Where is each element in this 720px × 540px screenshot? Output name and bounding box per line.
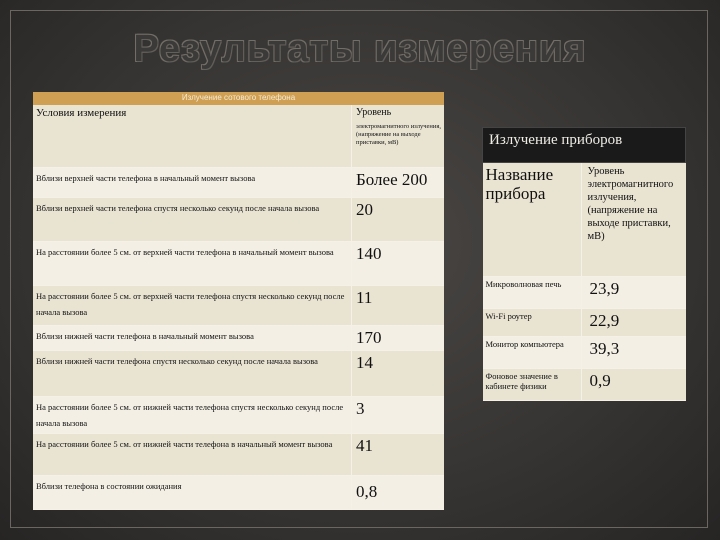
table-row <box>33 167 444 197</box>
device-level-column-header: Уровень электромагнитного излучения, (напряжение на выходе приставки, мВ) <box>581 163 686 277</box>
condition-cell: Вблизи верхней части телефона спустя несколько секунд после начала вызова <box>33 197 352 241</box>
device-table-caption: Излучение приборов <box>483 128 686 163</box>
device-cell: Wi-Fi роутер <box>483 309 582 337</box>
table-row <box>33 325 444 350</box>
device-cell: Монитор компьютера <box>483 337 582 369</box>
device-radiation-table <box>482 127 686 401</box>
phone-radiation-table <box>33 92 444 510</box>
condition-cell: На расстоянии более 5 см. от верхней части телефона спустя несколько секунд после начала вызова <box>33 285 352 325</box>
condition-cell: На расстоянии более 5 см. от нижней части телефона спустя несколько секунд после начала вызова <box>33 396 352 433</box>
level-header-sub: электромагнитного излучения, (напряжение на выходе приставки, мВ) <box>356 123 441 146</box>
table-row <box>33 241 444 285</box>
value-cell: 14 <box>352 350 445 396</box>
value-cell: 22,9 <box>581 309 686 337</box>
condition-cell: Вблизи нижней части телефона в начальный момент вызова <box>33 325 352 350</box>
condition-cell: Вблизи верхней части телефона в начальный момент вызова <box>33 167 352 197</box>
slide-title: Результаты измерения <box>133 28 587 70</box>
condition-cell: Вблизи нижней части телефона спустя несколько секунд после начала вызова <box>33 350 352 396</box>
value-cell: 39,3 <box>581 337 686 369</box>
table-row <box>483 309 686 337</box>
table-row <box>33 197 444 241</box>
value-cell: 20 <box>352 197 445 241</box>
device-cell: Фоновое значение в кабинете физики <box>483 369 582 401</box>
value-cell: 3 <box>352 396 445 433</box>
value-cell: 0,8 <box>352 475 445 509</box>
conditions-column-header: Условия измерения <box>33 105 352 167</box>
table-row <box>33 396 444 433</box>
table-row <box>33 475 444 509</box>
value-cell: 41 <box>352 433 445 475</box>
device-cell: Микроволновая печь <box>483 277 582 309</box>
value-cell: 0,9 <box>581 369 686 401</box>
value-cell: 23,9 <box>581 277 686 309</box>
level-header-main: Уровень <box>356 107 392 118</box>
table-row <box>33 350 444 396</box>
table-row <box>483 277 686 309</box>
condition-cell: Вблизи телефона в состоянии ожидания <box>33 475 352 509</box>
condition-cell: На расстоянии более 5 см. от нижней части телефона в начальный момент вызова <box>33 433 352 475</box>
table-row <box>33 285 444 325</box>
table-row <box>483 369 686 401</box>
table-row <box>483 337 686 369</box>
phone-table-caption: Излучение сотового телефона <box>33 92 444 105</box>
value-cell: 140 <box>352 241 445 285</box>
condition-cell: На расстоянии более 5 см. от верхней части телефона в начальный момент вызова <box>33 241 352 285</box>
value-cell: 11 <box>352 285 445 325</box>
table-row <box>33 433 444 475</box>
device-name-column-header: Название прибора <box>483 163 582 277</box>
value-cell: Более 200 <box>352 167 445 197</box>
level-column-header <box>352 105 445 167</box>
value-cell: 170 <box>352 325 445 350</box>
